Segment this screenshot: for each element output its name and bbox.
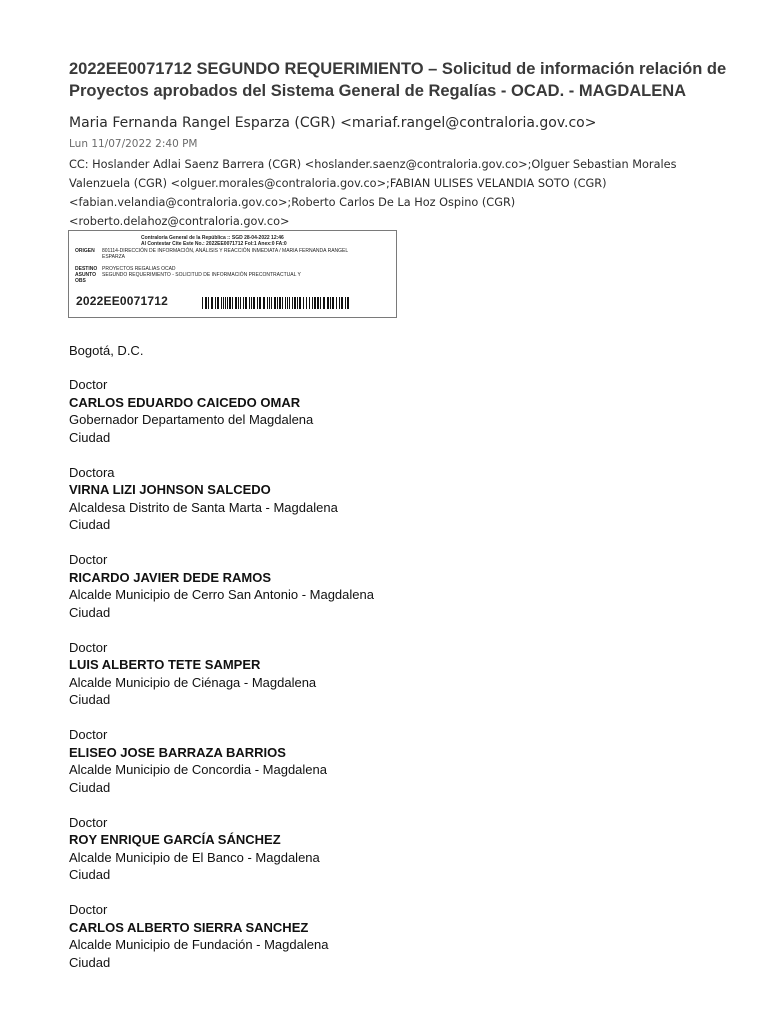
stamp-origen-value: 801114-DIRECCIÓN DE INFORMACIÓN, ANÁLISIS Y REACCIÓN INMEDIATA / MARIA FERNANDA RANGEL ESPARZA xyxy=(102,248,348,260)
stamp-asunto-value: SEGUNDO REQUERIMIENTO - SOLICITUD DE INFORMACIÓN PRECONTRACTUAL Y xyxy=(102,272,301,278)
stamp-header-line1: Contraloría General de la República :: SGD 28-04-2022 12:46 xyxy=(141,235,284,241)
recipient-role: Alcalde Municipio de Fundación - Magdalena xyxy=(69,937,329,952)
stamp-destino-value: PROYECTOS REGALIAS OCAD xyxy=(102,266,176,272)
recipient-city: Ciudad xyxy=(69,517,111,532)
recipient-role: Alcaldesa Distrito de Santa Marta - Magdalena xyxy=(69,499,338,515)
stamp-origen-label: ORIGEN xyxy=(75,248,95,254)
stamp-header xyxy=(141,235,287,247)
stamp-header-line2: Al Contestar Cite Este No.: 2022EE0071712 Fol:1 Anex:0 FA:0 xyxy=(141,241,287,247)
email-sender[interactable]: Maria Fernanda Rangel Esparza (CGR) <mariaf.rangel@contraloria.gov.co> xyxy=(69,115,597,131)
recipient-title: Doctor xyxy=(69,814,108,830)
recipient-city: Ciudad xyxy=(69,867,111,882)
recipient-role: Alcalde Municipio de Ciénaga - Magdalena xyxy=(69,674,317,690)
recipient-name: CARLOS ALBERTO SIERRA SANCHEZ xyxy=(69,919,309,935)
recipient-name: CARLOS EDUARDO CAICEDO OMAR xyxy=(69,394,301,410)
email-datetime: Lun 11/07/2022 2:40 PM xyxy=(69,138,198,150)
recipient-city: Ciudad xyxy=(69,779,111,795)
recipient-title: Doctora xyxy=(69,464,115,480)
stamp-destino-label: DESTINO xyxy=(75,266,98,272)
stamp-obs xyxy=(75,278,102,284)
recipient-role: Alcalde Municipio de El Banco - Magdalena xyxy=(69,849,320,865)
recipient-name: LUIS ALBERTO TETE SAMPER xyxy=(69,657,261,672)
recipient-city: Ciudad xyxy=(69,604,111,620)
letter-place: Bogotá, D.C. xyxy=(69,343,144,358)
recipient-title: Doctor xyxy=(69,727,108,742)
recipient-role: Gobernador Departamento del Magdalena xyxy=(69,412,314,427)
recipient-city: Ciudad xyxy=(69,692,111,707)
stamp-code: 2022EE0071712 xyxy=(76,294,169,308)
recipient-title: Doctor xyxy=(69,552,108,567)
recipient-city: Ciudad xyxy=(69,954,111,970)
stamp-origen xyxy=(75,248,362,260)
barcode-icon xyxy=(202,297,352,309)
recipient-title: Doctor xyxy=(69,377,108,392)
recipient-name: ROY ENRIQUE GARCÍA SÁNCHEZ xyxy=(69,832,281,847)
recipient-name: RICARDO JAVIER DEDE RAMOS xyxy=(69,569,272,585)
recipient-role: Alcalde Municipio de Cerro San Antonio - Magdalena xyxy=(69,587,374,602)
recipient-city: Ciudad xyxy=(69,429,111,445)
recipient-title: Doctor xyxy=(69,639,108,655)
recipient-title: Doctor xyxy=(69,902,108,917)
stamp-asunto-label: ASUNTO xyxy=(75,272,97,278)
recipient-role: Alcalde Municipio de Concordia - Magdalena xyxy=(69,762,327,777)
stamp-asunto xyxy=(75,272,362,278)
filing-stamp xyxy=(68,230,397,318)
recipient-name: ELISEO JOSE BARRAZA BARRIOS xyxy=(69,744,286,760)
email-cc[interactable]: CC: Hoslander Adlai Saenz Barrera (CGR) <hoslander.saenz@contraloria.gov.co>;Olguer Sebastian Morales Valenzuela (CGR) <olguer.morales@contraloria.gov.co>;FABIAN ULISES VELANDIA SOTO (CGR) <fabian.velandia@contraloria.gov.co>;Roberto Carlos De La Hoz Ospino (CGR) <roberto.delahoz@contraloria.gov.co> xyxy=(69,158,677,228)
email-subject: 2022EE0071712 SEGUNDO REQUERIMIENTO – Solicitud de información relación de Proyectos aprobados del Sistema General de Regalías - OCAD. - MAGDALENA xyxy=(69,60,727,100)
stamp-obs-label: OBS xyxy=(75,278,86,284)
recipient-name: VIRNA LIZI JOHNSON SALCEDO xyxy=(69,482,271,497)
